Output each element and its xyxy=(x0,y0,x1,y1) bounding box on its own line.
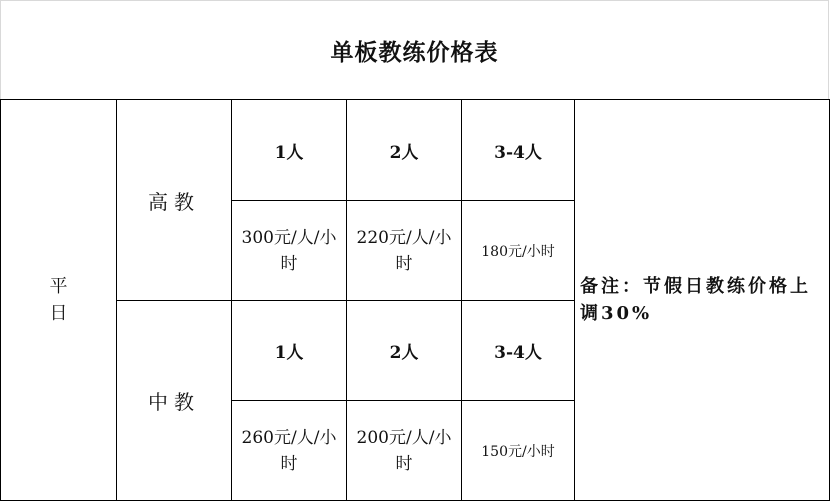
group-size-label: 3-4人 xyxy=(494,142,542,163)
group-size-label: 2人 xyxy=(389,142,419,163)
group-size-label: 1人 xyxy=(274,142,304,163)
group-size-label: 2人 xyxy=(389,343,419,363)
price-cell xyxy=(231,400,347,501)
price-value: 200元/人/小时 xyxy=(356,427,452,474)
group-size-header xyxy=(346,99,462,201)
group-size-header xyxy=(231,300,347,401)
price-cell xyxy=(461,200,575,301)
title-row xyxy=(0,0,829,99)
group-size-header xyxy=(461,99,575,201)
price-cell xyxy=(346,400,462,501)
group-size-label: 3-4人 xyxy=(494,343,542,363)
price-value: 260元/人/小时 xyxy=(241,427,337,474)
level-cell-intermediate xyxy=(116,300,232,501)
price-value: 180元/小时 xyxy=(481,243,555,260)
day-type-label: 平日 xyxy=(49,276,68,324)
price-value: 150元/小时 xyxy=(481,443,555,460)
group-size-header xyxy=(231,99,347,201)
level-label: 高教 xyxy=(148,189,200,214)
level-cell-senior xyxy=(116,99,232,301)
price-cell xyxy=(346,200,462,301)
price-cell xyxy=(461,400,575,501)
note-text: 备注：节假日教练价格上调30% xyxy=(580,276,811,324)
group-size-header xyxy=(461,300,575,401)
day-type-cell xyxy=(0,99,117,501)
price-value: 300元/人/小时 xyxy=(241,227,337,274)
price-value: 220元/人/小时 xyxy=(356,227,452,274)
group-size-header xyxy=(346,300,462,401)
page-title: 单板教练价格表 xyxy=(330,38,499,66)
note-cell xyxy=(574,99,830,501)
group-size-label: 1人 xyxy=(274,343,304,363)
level-label: 中教 xyxy=(148,390,200,414)
price-cell xyxy=(231,200,347,301)
